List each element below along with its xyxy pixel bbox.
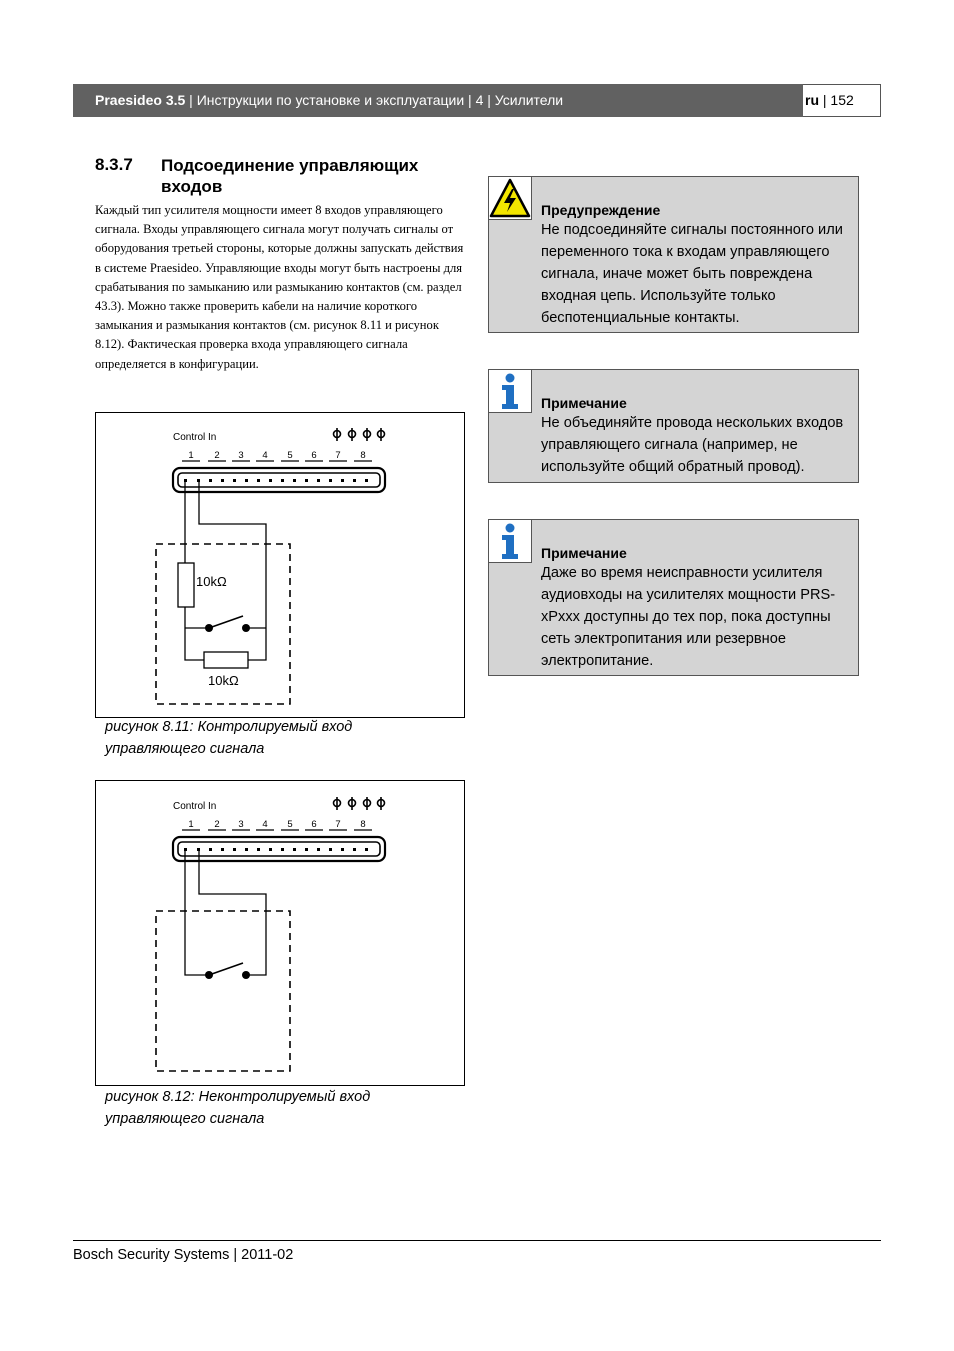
pin-label: 8 xyxy=(360,819,366,830)
pin-label: 7 xyxy=(335,819,341,830)
body-paragraph: Каждый тип усилителя мощности имеет 8 входов управляющего сигнала. Входы управляющего сигнала могут получать сигналы от оборудования третьей стороны, которые должны запускать действия в системе Praesideo. Управляющие входы могут быть настроены для срабатывания по замыканию или размыканию контактов (см. раздел 43.3). Можно также проверить кабели на наличие короткого замыкания и размыкания контактов (см. рисунок 8.11 и рисунок 8.12). Фактическая проверка входа управляющего сигнала определяется в конфигурации. xyxy=(95,203,464,371)
supervised-input-diagram xyxy=(96,413,464,717)
section-title: Подсоединение управляющих входов xyxy=(161,156,419,196)
switch-contact xyxy=(205,616,250,632)
section-number: 8.3.7 xyxy=(95,155,133,174)
info-icon-cell xyxy=(489,370,532,413)
resistor-series xyxy=(178,563,194,607)
figure-supervised-input xyxy=(95,412,465,718)
warning-notice xyxy=(488,176,859,333)
pin-label: 6 xyxy=(311,450,317,461)
notice-text: Не подсоединяйте сигналы постоянного или переменного тока к входам управляющего сигнала, иначе может быть повреждена входная цепь. Используйте только беспотенциальные контакты. xyxy=(541,222,843,326)
note-notice xyxy=(488,519,859,676)
pin-label: 6 xyxy=(311,819,317,830)
resistor-parallel-label: 10kΩ xyxy=(208,673,239,688)
pin-label: 8 xyxy=(360,450,366,461)
header-language: ru xyxy=(805,92,819,108)
pin-label: 7 xyxy=(335,450,341,461)
notice-text: Даже во время неисправности усилителя аудиовходы на усилителях мощности PRS-xPxxx доступны до тех пор, пока доступны сеть электропитания или резервное электропитание. xyxy=(541,565,836,669)
ground-symbols xyxy=(334,797,385,810)
notice-title: Предупреждение xyxy=(541,202,661,218)
pin-label: 4 xyxy=(262,450,268,461)
header-breadcrumb: | Инструкции по установке и эксплуатации | 4 | Усилители xyxy=(185,92,564,108)
pin-label: 5 xyxy=(287,450,293,461)
wiring xyxy=(185,480,266,660)
page-number-box xyxy=(803,84,881,117)
note-notice xyxy=(488,369,859,483)
external-device-boundary xyxy=(156,911,290,1071)
info-icon xyxy=(489,520,531,562)
pin-label: 1 xyxy=(188,450,194,461)
connector-label: Control In xyxy=(173,801,217,812)
pin-label: 4 xyxy=(262,819,268,830)
figure-caption-8-11: рисунок 8.11: Контролируемый вход управляющего сигнала xyxy=(105,719,353,757)
pin-label: 2 xyxy=(214,819,220,830)
switch-contact xyxy=(205,963,250,979)
terminal-connector xyxy=(173,837,385,861)
footer-text: Bosch Security Systems | 2011-02 xyxy=(73,1247,294,1263)
resistor-series-label: 10kΩ xyxy=(196,574,227,589)
warning-icon-cell xyxy=(489,177,532,220)
ground-symbols xyxy=(334,428,385,441)
pin-label: 2 xyxy=(214,450,220,461)
page-number: | 152 xyxy=(819,92,854,108)
figure-caption-8-12: рисунок 8.12: Неконтролируемый вход управляющего сигнала xyxy=(105,1089,371,1127)
info-icon-cell xyxy=(489,520,532,563)
terminal-connector xyxy=(173,468,385,492)
pin-label: 1 xyxy=(188,819,194,830)
header-product: Praesideo 3.5 xyxy=(95,92,186,108)
notice-text: Не объединяйте провода нескольких входов управляющего сигнала (например, не используйте общий обратный провод). xyxy=(541,415,844,475)
info-icon xyxy=(489,370,531,412)
wiring xyxy=(185,849,266,975)
notice-title: Примечание xyxy=(541,395,627,411)
pin-label: 5 xyxy=(287,819,293,830)
unsupervised-input-diagram xyxy=(96,781,464,1085)
resistor-parallel xyxy=(204,652,248,668)
pin-label: 3 xyxy=(238,819,244,830)
footer-rule xyxy=(73,1240,881,1241)
figure-unsupervised-input xyxy=(95,780,465,1086)
notice-title: Примечание xyxy=(541,545,627,561)
pin-label: 3 xyxy=(238,450,244,461)
connector-label: Control In xyxy=(173,432,217,443)
warning-high-voltage-icon xyxy=(489,177,531,219)
running-header xyxy=(73,84,803,117)
